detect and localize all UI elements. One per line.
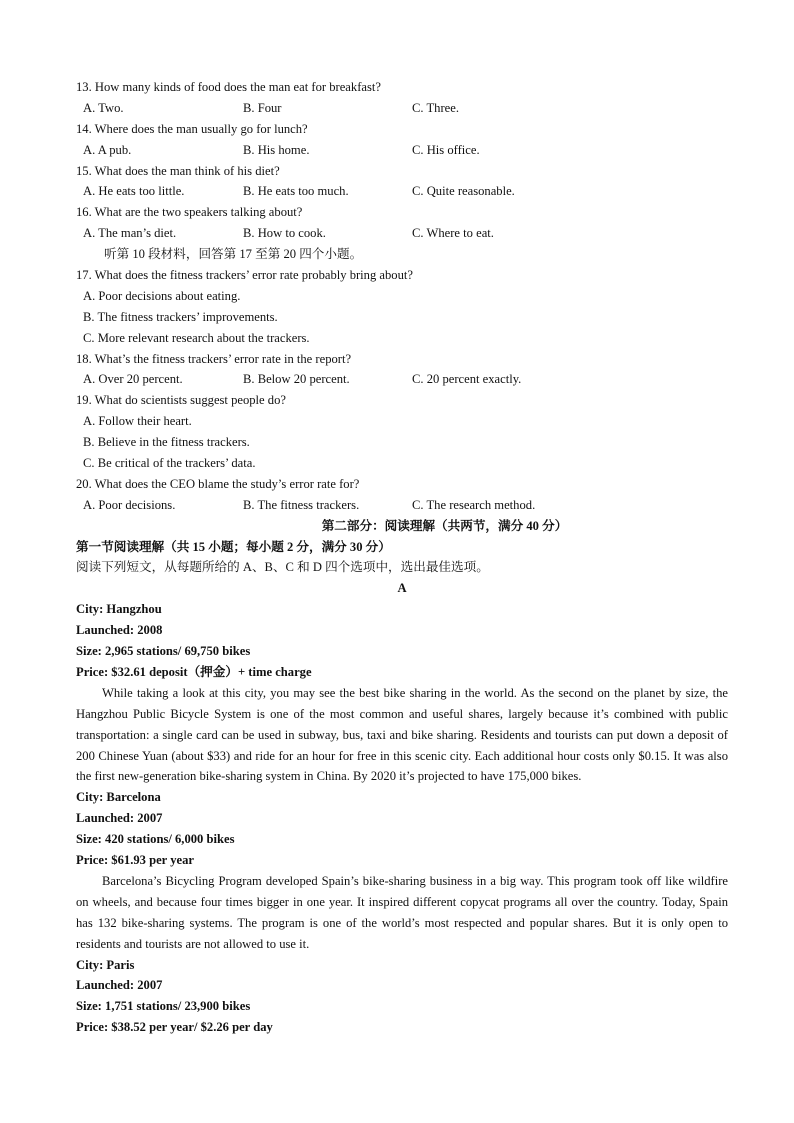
hangzhou-city: City: Hangzhou: [76, 602, 162, 617]
passage-label: A: [397, 581, 407, 596]
barcelona-paragraph: Barcelona’s Bicycling Program developed Spain’s bike-sharing business in a big way. This program took off like wildfire on wheels, and because four times bigger in one year. It inspired different copycat programs all over the country. Today, Spain has 132 bike-sharing systems. The program is one of the world’s most respected and popular shares. But it is only open to residents and tourists are not allowed to use it.: [76, 873, 728, 951]
question-15: 15. What does the man think of his diet?: [76, 163, 280, 178]
option-c: C. Be critical of the trackers’ data.: [83, 456, 256, 471]
option-a: A. Over 20 percent.: [83, 372, 183, 387]
option-b: B. Four: [243, 100, 282, 115]
question-15-options: [76, 181, 728, 202]
option-c: C. His office.: [412, 142, 480, 157]
paris-price: Price: $38.52 per year/ $2.26 per day: [76, 1020, 273, 1035]
option-c: C. Three.: [412, 100, 459, 115]
option-c: C. Where to eat.: [412, 226, 494, 241]
option-b: B. Believe in the fitness trackers.: [83, 435, 250, 450]
option-b: B. His home.: [243, 142, 310, 157]
paris-size: Size: 1,751 stations/ 23,900 bikes: [76, 999, 251, 1014]
option-c: C. 20 percent exactly.: [412, 372, 522, 387]
option-a: A. Poor decisions.: [83, 497, 176, 512]
question-14-options: [76, 140, 728, 161]
listening-instruction: 听第 10 段材料，回答第 17 至第 20 四个小题。: [104, 247, 363, 262]
option-b: B. He eats too much.: [243, 184, 349, 199]
hangzhou-launched: Launched: 2008: [76, 623, 163, 638]
option-c: C. The research method.: [412, 497, 536, 512]
option-a: A. Poor decisions about eating.: [83, 288, 241, 303]
option-b: B. Below 20 percent.: [243, 372, 350, 387]
option-a: A. Follow their heart.: [83, 414, 192, 429]
question-13-options: [76, 98, 728, 119]
option-a: A. He eats too little.: [83, 184, 185, 199]
question-19: 19. What do scientists suggest people do?: [76, 393, 286, 408]
part-2-title: 第二部分：阅读理解（共两节，满分 40 分）: [321, 518, 568, 533]
reading-instruction: 阅读下列短文，从每题所给的 A、B、C 和 D 四个选项中，选出最佳选项。: [76, 560, 489, 575]
question-16: 16. What are the two speakers talking about?: [76, 205, 303, 220]
exam-page: [76, 77, 728, 1038]
question-16-options: [76, 223, 728, 244]
option-b: B. How to cook.: [243, 226, 326, 241]
option-b: B. The fitness trackers’ improvements.: [83, 309, 278, 324]
barcelona-size: Size: 420 stations/ 6,000 bikes: [76, 832, 235, 847]
barcelona-launched: Launched: 2007: [76, 811, 163, 826]
section-1-title: 第一节阅读理解（共 15 小题；每小题 2 分，满分 30 分）: [76, 539, 391, 554]
question-17: 17. What does the fitness trackers’ error rate probably bring about?: [76, 268, 413, 283]
barcelona-city: City: Barcelona: [76, 790, 161, 805]
paris-city: City: Paris: [76, 957, 135, 972]
hangzhou-size: Size: 2,965 stations/ 69,750 bikes: [76, 644, 251, 659]
question-18: 18. What’s the fitness trackers’ error rate in the report?: [76, 351, 352, 366]
question-20: 20. What does the CEO blame the study’s error rate for?: [76, 476, 360, 491]
question-20-options: [76, 495, 728, 516]
barcelona-price: Price: $61.93 per year: [76, 853, 194, 868]
question-13: 13. How many kinds of food does the man eat for breakfast?: [76, 80, 381, 94]
paris-launched: Launched: 2007: [76, 978, 163, 993]
hangzhou-paragraph: While taking a look at this city, you may see the best bike sharing in the world. As the second on the planet by size, the Hangzhou Public Bicycle System is one of the most common and useful shares, largely because it’s combined with public transportation: a single card can be used in subway, bus, taxi and bike sharing. Residents and tourists can put down a deposit of 200 Chinese Yuan (about $33) and ride for an hour for free in this scenic city. Each additional hour costs only $0.15. It was also the first new-generation bike-sharing system in China. By 2020 it’s projected to have 175,000 bikes.: [76, 685, 728, 784]
hangzhou-price: Price: $32.61 deposit（押金）+ time charge: [76, 664, 312, 679]
option-c: C. Quite reasonable.: [412, 184, 515, 199]
question-14: 14. Where does the man usually go for lunch?: [76, 121, 308, 136]
option-a: A. The man’s diet.: [83, 226, 177, 241]
option-a: A. Two.: [83, 100, 124, 115]
option-b: B. The fitness trackers.: [243, 497, 360, 512]
question-18-options: [76, 369, 728, 390]
option-a: A. A pub.: [83, 142, 132, 157]
option-c: C. More relevant research about the trackers.: [83, 330, 310, 345]
